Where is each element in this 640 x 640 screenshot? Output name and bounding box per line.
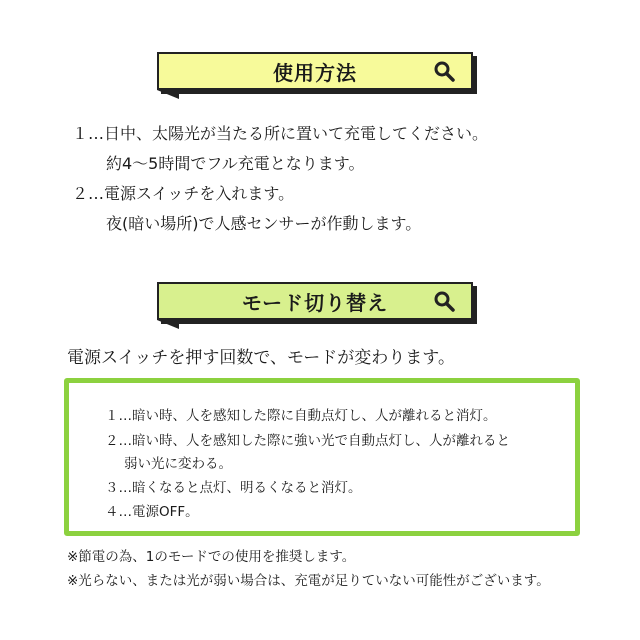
mode-banner bbox=[157, 282, 473, 320]
mode-intro: 電源スイッチを押す回数で、モードが変わります。 bbox=[67, 348, 455, 368]
note-1: ※節電の為、1のモードでの使用を推奨します。 bbox=[67, 549, 356, 565]
usage-line-1: １…日中、太陽光が当たる所に置いて充電してください。 bbox=[72, 124, 489, 143]
usage-banner bbox=[157, 52, 473, 90]
mode-item-2: ２…暗い時、人を感知した際に強い光で自動点灯し、人が離れると bbox=[105, 433, 510, 449]
mode-item-4: ４…電源OFF。 bbox=[105, 504, 199, 520]
note-2: ※光らない、または光が弱い場合は、充電が足りていない可能性がございます。 bbox=[67, 573, 550, 589]
usage-line-3: ２…電源スイッチを入れます。 bbox=[72, 184, 295, 203]
mode-item-2-cont: 弱い光に変わる。 bbox=[124, 456, 232, 472]
mode-title-box bbox=[157, 282, 473, 320]
usage-title-box bbox=[157, 52, 473, 90]
banner-tail bbox=[157, 90, 179, 99]
banner-tail bbox=[157, 320, 179, 329]
mode-item-1: １…暗い時、人を感知した際に自動点灯し、人が離れると消灯。 bbox=[105, 408, 497, 424]
search-icon bbox=[433, 60, 455, 82]
mode-item-3: ３…暗くなると点灯、明るくなると消灯。 bbox=[105, 480, 362, 496]
usage-line-4: 夜(暗い場所)で人感センサーが作動します。 bbox=[106, 214, 422, 233]
mode-title: モード切り替え bbox=[241, 290, 389, 315]
usage-line-2: 約4〜5時間でフル充電となります。 bbox=[106, 154, 365, 173]
usage-title: 使用方法 bbox=[273, 60, 357, 85]
mode-list-box bbox=[64, 378, 580, 536]
search-icon bbox=[433, 290, 455, 312]
